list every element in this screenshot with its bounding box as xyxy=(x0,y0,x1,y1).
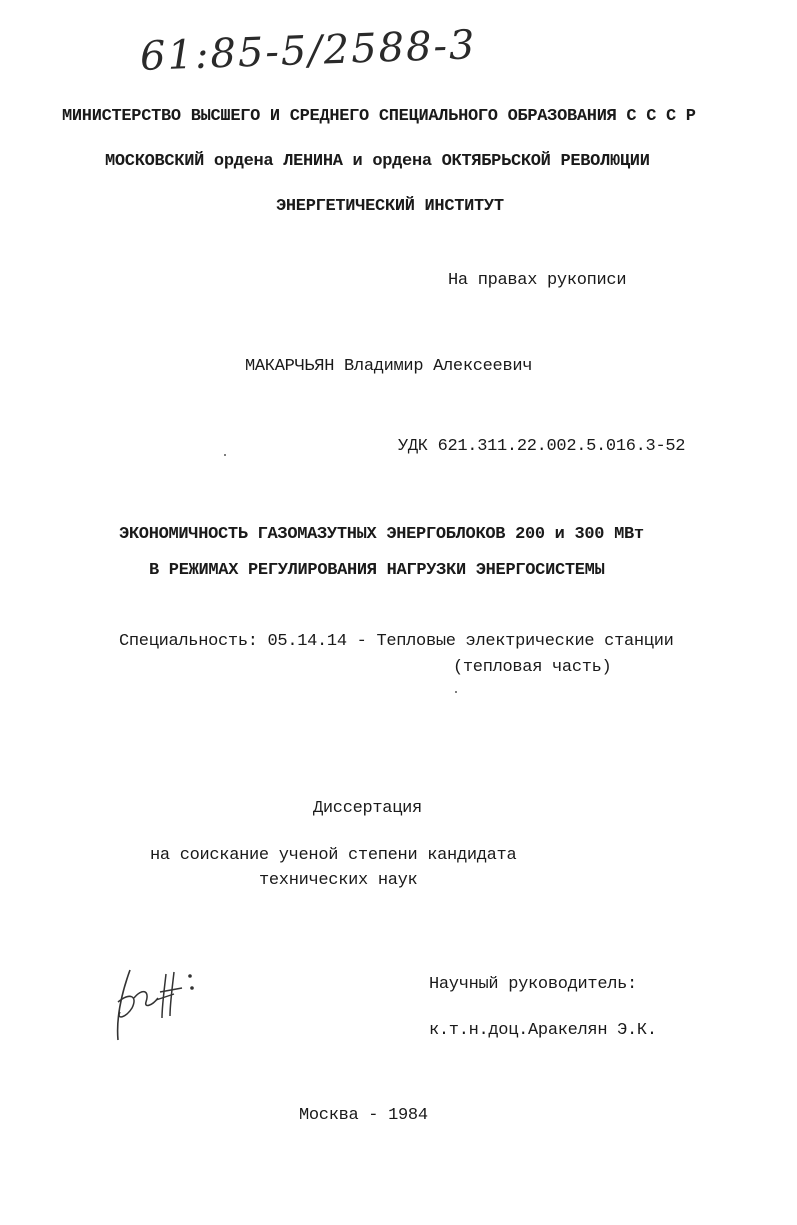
udc-code: УДК 621.311.22.002.5.016.3-52 xyxy=(398,437,686,456)
institute-name-line1: МОСКОВСКИЙ ордена ЛЕНИНА и ордена ОКТЯБРЬСКОЙ РЕВОЛЮЦИИ xyxy=(105,152,650,171)
thesis-title-line1: ЭКОНОМИЧНОСТЬ ГАЗОМАЗУТНЫХ ЭНЕРГОБЛОКОВ 200 и 300 МВт xyxy=(119,525,644,544)
degree-line1: на соискание ученой степени кандидата xyxy=(150,846,517,865)
author-name: МАКАРЧЬЯН Владимир Алексеевич xyxy=(245,357,533,376)
specialty-line1: Специальность: 05.14.14 - Тепловые электрические станции xyxy=(119,632,674,651)
specialty-line2: (тепловая часть) xyxy=(453,658,612,677)
institute-name-line2: ЭНЕРГЕТИЧЕСКИЙ ИНСТИТУТ xyxy=(276,197,504,216)
ministry-header: МИНИСТЕРСТВО ВЫСШЕГО И СРЕДНЕГО СПЕЦИАЛЬНОГО ОБРАЗОВАНИЯ С С С Р xyxy=(62,107,696,126)
thesis-title-line2: В РЕЖИМАХ РЕГУЛИРОВАНИЯ НАГРУЗКИ ЭНЕРГОСИСТЕМЫ xyxy=(149,561,605,580)
degree-line2: технических наук xyxy=(259,871,418,890)
supervisor-label: Научный руководитель: xyxy=(429,975,637,994)
dissertation-label: Диссертация xyxy=(313,799,422,818)
place-and-year: Москва - 1984 xyxy=(299,1106,428,1125)
manuscript-rights-note: На правах рукописи xyxy=(448,271,627,290)
scan-dot xyxy=(224,454,226,456)
archive-code-handwritten: 61:85-5/2588-3 xyxy=(139,22,478,80)
supervisor-signature xyxy=(108,962,218,1044)
supervisor-name: к.т.н.доц.Аракелян Э.К. xyxy=(429,1021,657,1040)
scan-dot-2 xyxy=(455,691,457,693)
